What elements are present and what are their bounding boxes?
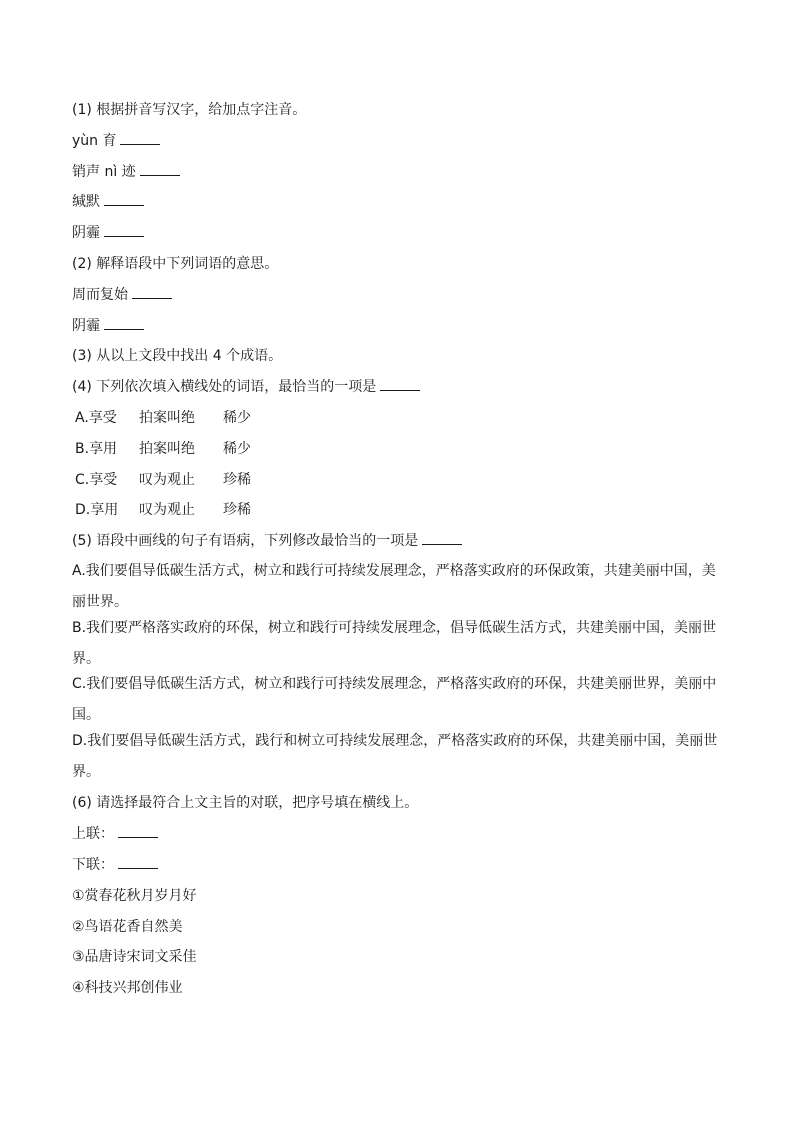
q4-option-c-word-1: C.享受: [75, 471, 118, 488]
q1-item-4-text: 阴霾: [72, 225, 100, 242]
answer-blank[interactable]: [104, 224, 144, 237]
answer-blank[interactable]: [380, 378, 420, 391]
q2-item-1: [72, 285, 722, 305]
q4-option-d[interactable]: [72, 500, 722, 520]
q6-choice-3: ③品唐诗宋词文采佳: [72, 949, 197, 966]
answer-blank[interactable]: [104, 193, 144, 206]
q5-option-d[interactable]: D.我们要倡导低碳生活方式，践行和树立可持续发展理念，严格落实政府的环保，共建美丽中国，美丽世界。: [72, 732, 718, 780]
q5-title: [72, 531, 722, 551]
question-page: [72, 100, 722, 1009]
q5-option-c[interactable]: C.我们要倡导低碳生活方式，树立和践行可持续发展理念，严格落实政府的环保，共建美丽世界，美丽中国。: [72, 676, 717, 724]
q4-option-b-word-3: 稀少: [223, 440, 251, 457]
q4-option-c-word-3: 珍稀: [223, 471, 251, 488]
q1-item-1-text: yùn 育: [72, 132, 117, 149]
q1-item-2: [72, 162, 722, 182]
answer-blank[interactable]: [104, 317, 144, 330]
q4-title: [72, 377, 722, 397]
q6-choice-1: ①赏春花秋月岁月好: [72, 887, 197, 904]
q4-option-b-word-1: B.享用: [75, 440, 118, 457]
answer-blank[interactable]: [120, 132, 160, 145]
q4-option-d-word-1: D.享用: [75, 502, 119, 519]
q1-item-4: [72, 223, 722, 243]
q6-lower-line: [72, 855, 722, 875]
q1-title: (1) 根据拼音写汉字，给加点字注音。: [72, 102, 307, 118]
q2-item-1-text: 周而复始: [72, 286, 128, 303]
answer-blank[interactable]: [118, 825, 158, 838]
q4-option-d-word-3: 珍稀: [223, 502, 251, 519]
q4-option-c[interactable]: [72, 470, 722, 490]
answer-blank[interactable]: [132, 286, 172, 299]
answer-blank[interactable]: [140, 163, 180, 176]
q4-option-a-word-2: 拍案叫绝: [139, 409, 195, 426]
q6-choice-2: ②鸟语花香自然美: [72, 918, 183, 935]
q5-option-a[interactable]: A.我们要倡导低碳生活方式，树立和践行可持续发展理念，严格落实政府的环保政策，共建美丽中国，美丽世界。: [72, 563, 716, 611]
q1-item-3-text: 缄默: [72, 194, 100, 211]
q6-upper-label: 上联：: [72, 826, 114, 843]
q4-option-a-word-3: 稀少: [223, 409, 251, 426]
q4-option-a-word-1: A.享受: [75, 409, 117, 426]
q4-option-c-word-2: 叹为观止: [139, 471, 195, 488]
answer-blank[interactable]: [422, 532, 462, 545]
q4-option-b[interactable]: [72, 439, 722, 459]
q1-item-2-text: 销声 nì 迹: [72, 163, 136, 180]
q1-item-3: [72, 192, 722, 212]
q2-item-2-text: 阴霾: [72, 317, 100, 334]
q2-title: (2) 解释语段中下列词语的意思。: [72, 255, 279, 272]
q6-upper-line: [72, 824, 722, 844]
q6-title: (6) 请选择最符合上文主旨的对联，把序号填在横线上。: [72, 795, 419, 812]
q5-option-b[interactable]: B.我们要严格落实政府的环保，树立和践行可持续发展理念，倡导低碳生活方式，共建美丽中国，美丽世界。: [72, 619, 717, 667]
q1-item-1: [72, 131, 722, 151]
q6-lower-label: 下联：: [72, 857, 114, 874]
q4-title-text: (4) 下列依次填入横线处的词语，最恰当的一项是: [72, 379, 377, 396]
q5-title-text: (5) 语段中画线的句子有语病，下列修改最恰当的一项是: [72, 533, 419, 550]
q4-option-b-word-2: 拍案叫绝: [139, 440, 195, 457]
q6-choice-4: ④科技兴邦创伟业: [72, 980, 183, 997]
q3-title: (3) 从以上文段中找出 4 个成语。: [72, 348, 283, 365]
answer-blank[interactable]: [118, 856, 158, 869]
q4-option-d-word-2: 叹为观止: [139, 502, 195, 519]
q2-item-2: [72, 316, 722, 336]
q4-option-a[interactable]: [72, 408, 722, 428]
